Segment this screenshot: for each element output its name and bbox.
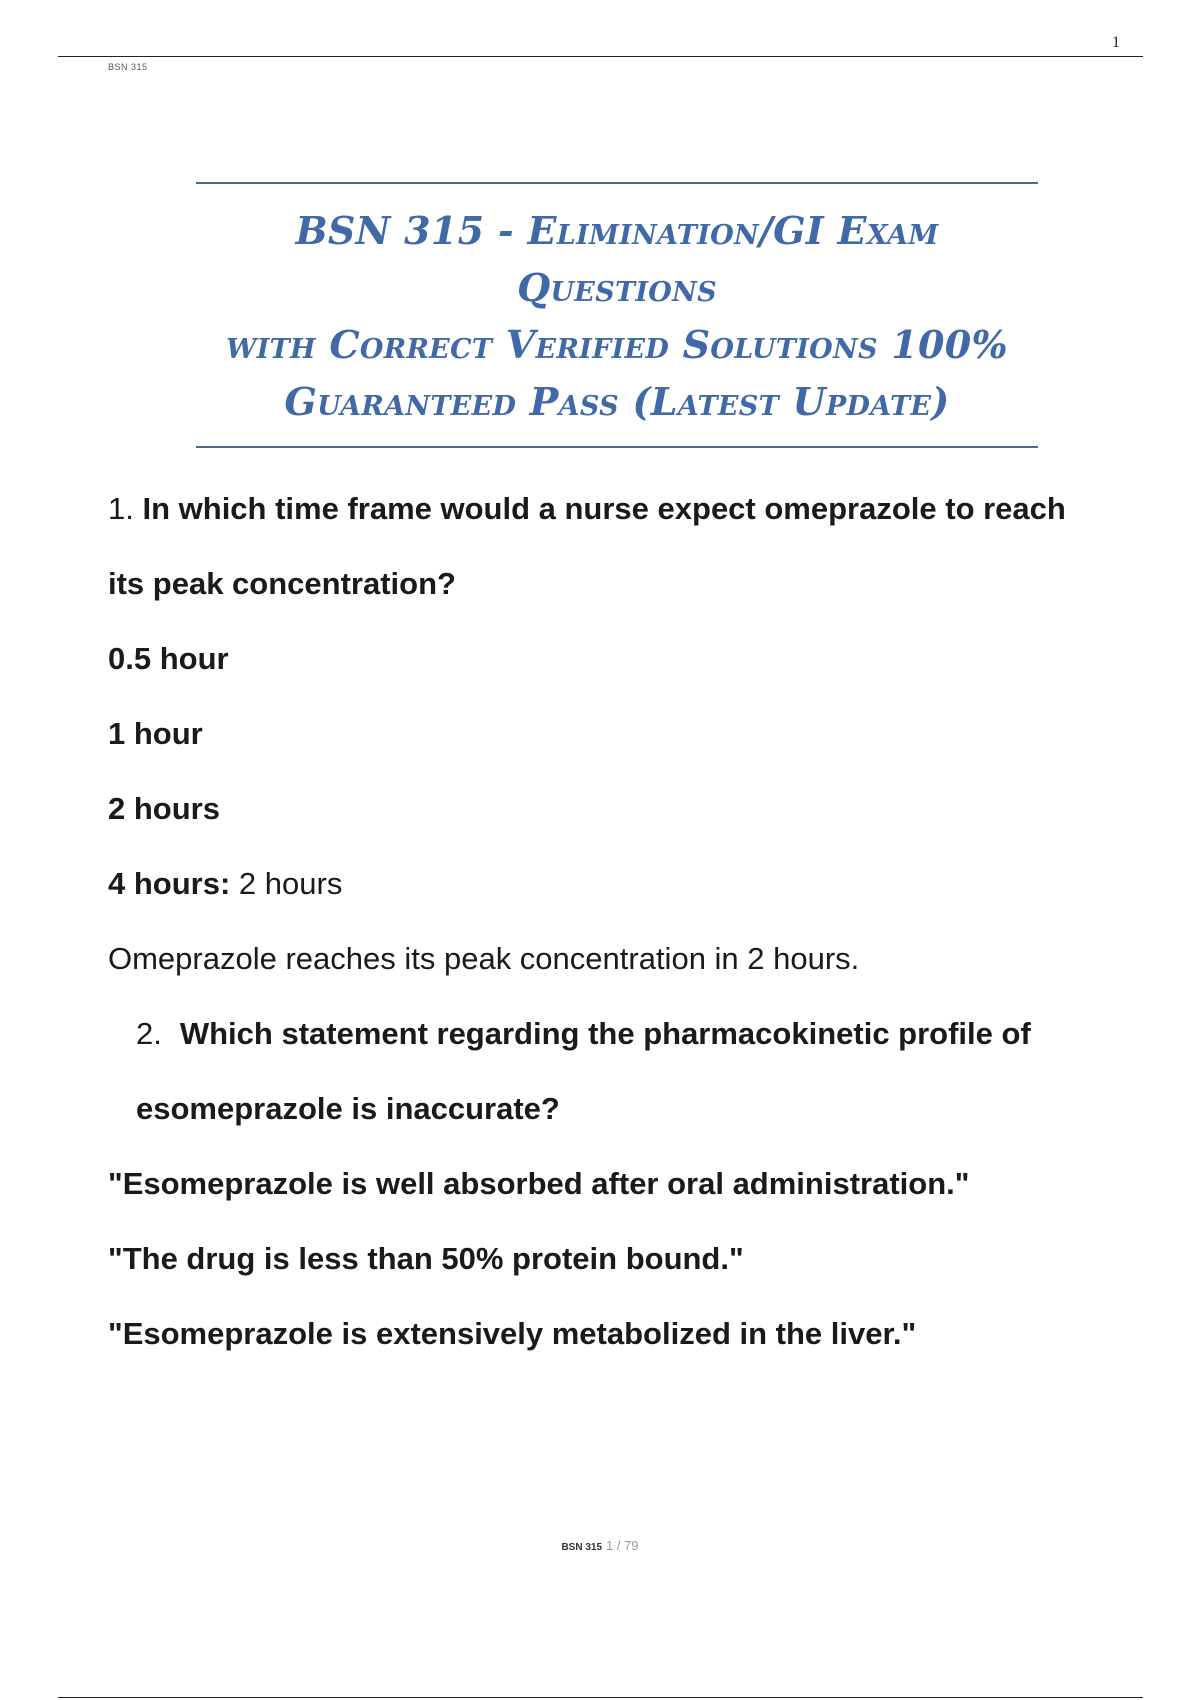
question-1-text: In which time frame would a nurse expect omeprazole to reach xyxy=(142,491,1066,526)
question-2-line-1 xyxy=(108,1015,1138,1053)
question-1-option-3: 2 hours xyxy=(108,791,220,826)
question-2-text: Which statement regarding the pharmacokinetic profile of xyxy=(179,1016,1031,1051)
question-2-option-3: "Esomeprazole is extensively metabolized in the liver." xyxy=(108,1316,917,1351)
question-1-number: 1. xyxy=(108,491,134,526)
question-1-answer: 2 hours xyxy=(238,866,343,901)
question-2-option-1: "Esomeprazole is well absorbed after oral administration." xyxy=(108,1166,970,1201)
question-1-option-1: 0.5 hour xyxy=(108,641,229,676)
title-line-1: BSN 315 - Elimination/GI Exam Questions xyxy=(295,208,939,310)
question-2-number: 2. xyxy=(136,1016,162,1051)
question-1-option-4 xyxy=(108,865,1138,903)
document-title xyxy=(196,182,1038,448)
title-line-2: with Correct Verified Solutions 100% xyxy=(226,322,1008,367)
question-2-option-2: "The drug is less than 50% protein bound." xyxy=(108,1241,744,1276)
page-number: 1 xyxy=(1112,34,1120,51)
header-label: BSN 315 xyxy=(108,62,148,72)
question-2-line-2: esomeprazole is inaccurate? xyxy=(136,1091,560,1126)
question-1-option-2: 1 hour xyxy=(108,716,203,751)
question-1-option-4-label: 4 hours: xyxy=(108,866,231,901)
page-footer xyxy=(0,1538,1200,1553)
header-rule xyxy=(58,56,1143,57)
question-1-line-1 xyxy=(108,490,1138,528)
footer-page-count: 1 / 79 xyxy=(606,1538,639,1553)
title-line-3: Guaranteed Pass (Latest Update) xyxy=(284,379,950,424)
question-1-line-2: its peak concentration? xyxy=(108,566,456,601)
document-body xyxy=(108,490,1138,1390)
footer-label: BSN 315 xyxy=(561,1542,603,1553)
bottom-rule xyxy=(58,1697,1143,1698)
question-1-rationale: Omeprazole reaches its peak concentration in 2 hours. xyxy=(108,941,860,976)
